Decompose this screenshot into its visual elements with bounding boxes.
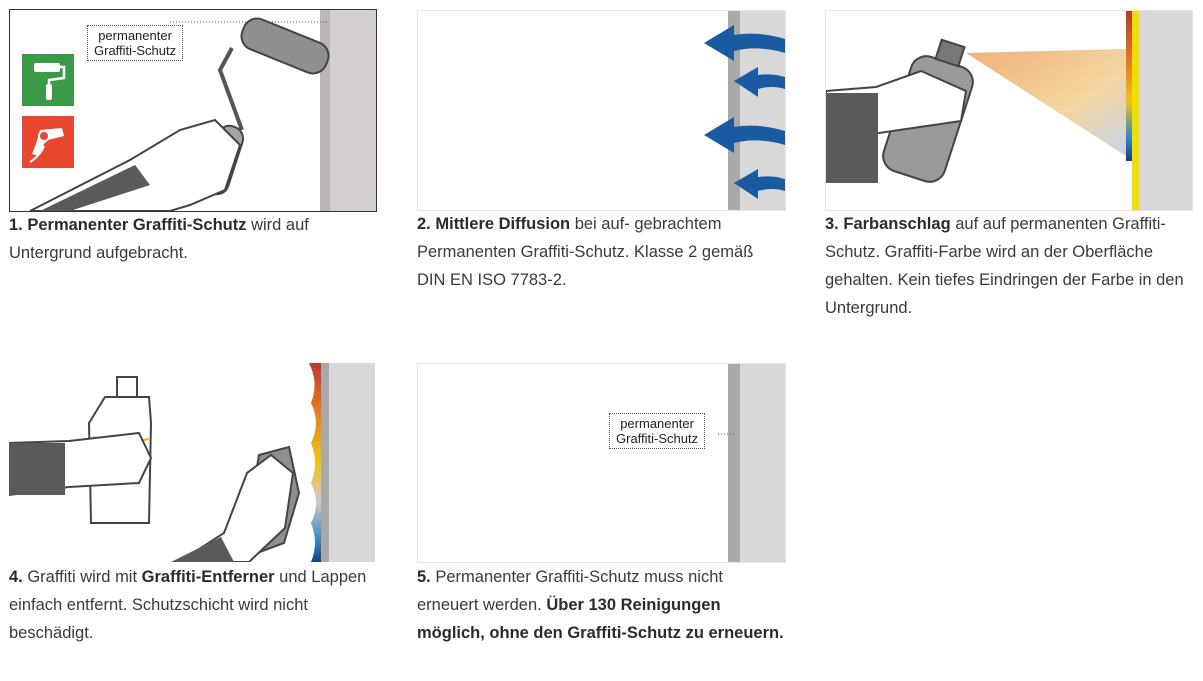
- step-text: auf auf permanenten Graffiti-Schutz. Graffiti-Farbe wird an der Oberfläche gehalten. Kein tiefes Eindringen der Farbe in den Untergrund.: [825, 215, 1184, 317]
- coating-label: permanenter Graffiti-Schutz: [87, 25, 183, 61]
- caption-step-3: [825, 210, 1193, 322]
- step-number: 2.: [417, 215, 431, 233]
- panel-step-1: [9, 9, 377, 212]
- step-bold: Farbanschlag: [843, 215, 951, 233]
- durability-illustration: [418, 364, 785, 562]
- step-pre: Permanenter Graffiti-Schutz muss nicht erneuert werden.: [417, 568, 723, 614]
- step-number: 1.: [9, 216, 23, 234]
- panel-step-5: [417, 363, 786, 563]
- removal-illustration: [9, 363, 375, 562]
- step-bold: Mittlere Diffusion: [435, 215, 571, 233]
- step-number: 5.: [417, 568, 431, 586]
- step-bold: Permanenter Graffiti-Schutz: [27, 216, 247, 234]
- caption-step-1: [9, 211, 377, 267]
- spray-gun-icon-tile: [22, 116, 74, 168]
- diffusion-illustration: [418, 11, 785, 210]
- step-text: bei auf- gebrachtem Permanenten Graffiti-Schutz. Klasse 2 gemäß DIN EN ISO 7783-2.: [417, 215, 754, 289]
- coating-label: permanenter Graffiti-Schutz: [609, 413, 705, 449]
- step-text: und Lappen einfach entfernt. Schutzschicht wird nicht beschädigt.: [9, 568, 367, 642]
- caption-step-4: [9, 563, 377, 647]
- panel-step-3: [825, 10, 1193, 211]
- panel-step-4: [9, 363, 375, 562]
- step-pre: Graffiti wird mit: [22, 568, 142, 586]
- panel-step-2: [417, 10, 786, 211]
- roller-icon-tile: [22, 54, 74, 106]
- application-illustration: [10, 10, 376, 211]
- caption-step-5: [417, 563, 785, 647]
- spray-illustration: [826, 11, 1192, 210]
- step-number: 4.: [9, 568, 23, 586]
- step-bold: Graffiti-Entferner: [141, 568, 275, 586]
- step-text: wird auf Untergrund aufgebracht.: [9, 216, 309, 262]
- step-bold: Über 130 Reinigungen möglich, ohne den Graffiti-Schutz zu erneuern.: [417, 596, 784, 642]
- caption-step-2: [417, 210, 785, 294]
- step-number: 3.: [825, 215, 839, 233]
